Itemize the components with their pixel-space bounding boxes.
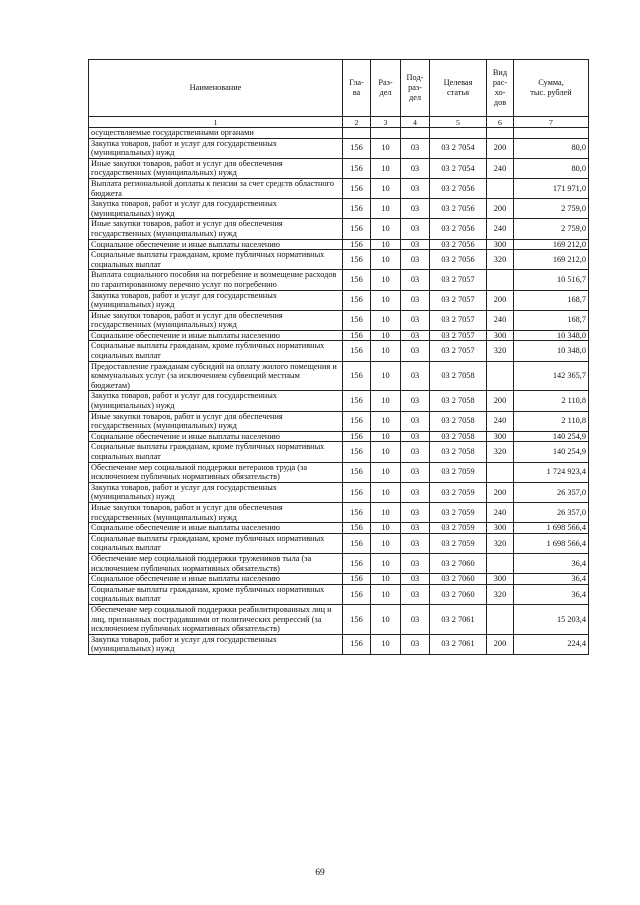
- row-subsection-cell: 03: [401, 391, 430, 411]
- column-number: 4: [401, 117, 430, 128]
- row-target-article-cell: 03 2 7060: [430, 574, 487, 585]
- row-name-cell: Социальное обеспечение и иные выплаты населению: [89, 574, 343, 585]
- row-name-cell: Социальные выплаты гражданам, кроме публичных нормативных социальных выплат: [89, 533, 343, 553]
- row-expense-type-cell: [487, 270, 514, 290]
- row-target-article-cell: 03 2 7060: [430, 584, 487, 604]
- table-row: [89, 502, 589, 522]
- row-section-cell: 10: [371, 431, 401, 442]
- row-name-cell: Социальные выплаты гражданам, кроме публичных нормативных социальных выплат: [89, 250, 343, 270]
- table-row: [89, 431, 589, 442]
- row-section-cell: 10: [371, 270, 401, 290]
- row-subsection-cell: 03: [401, 310, 430, 330]
- header-name: Наименование: [89, 60, 343, 117]
- row-name-cell: Иные закупки товаров, работ и услуг для обеспечения государственных (муниципальных) нужд: [89, 502, 343, 522]
- table-row: [89, 158, 589, 178]
- row-name-cell: осуществляемые государственными органами: [89, 128, 343, 139]
- table-row: [89, 523, 589, 534]
- row-target-article-cell: 03 2 7058: [430, 361, 487, 391]
- header-chapter: Гла- ва: [343, 60, 371, 117]
- row-target-article-cell: 03 2 7057: [430, 341, 487, 361]
- row-section-cell: 10: [371, 341, 401, 361]
- row-name-cell: Социальное обеспечение и иные выплаты населению: [89, 431, 343, 442]
- header-subsection: Под- раз- дел: [401, 60, 430, 117]
- table-row: [89, 270, 589, 290]
- row-section-cell: 10: [371, 502, 401, 522]
- row-chapter-cell: 156: [343, 553, 371, 573]
- table-row: [89, 239, 589, 250]
- row-expense-type-cell: 320: [487, 584, 514, 604]
- row-chapter-cell: 156: [343, 482, 371, 502]
- row-amount-cell: 142 365,7: [514, 361, 589, 391]
- row-target-article-cell: [430, 128, 487, 139]
- row-expense-type-cell: 320: [487, 341, 514, 361]
- row-amount-cell: 80,0: [514, 158, 589, 178]
- row-name-cell: Иные закупки товаров, работ и услуг для обеспечения государственных (муниципальных) нужд: [89, 310, 343, 330]
- row-subsection-cell: 03: [401, 431, 430, 442]
- row-target-article-cell: 03 2 7059: [430, 482, 487, 502]
- row-name-cell: Социальное обеспечение и иные выплаты населению: [89, 330, 343, 341]
- row-chapter-cell: 156: [343, 310, 371, 330]
- row-expense-type-cell: 200: [487, 634, 514, 654]
- column-number-row: [89, 117, 589, 128]
- row-expense-type-cell: 300: [487, 239, 514, 250]
- row-amount-cell: 168,7: [514, 290, 589, 310]
- row-subsection-cell: 03: [401, 199, 430, 219]
- row-chapter-cell: 156: [343, 604, 371, 634]
- row-chapter-cell: 156: [343, 584, 371, 604]
- row-subsection-cell: 03: [401, 270, 430, 290]
- row-target-article-cell: 03 2 7054: [430, 158, 487, 178]
- row-chapter-cell: 156: [343, 391, 371, 411]
- row-amount-cell: 10 348,0: [514, 341, 589, 361]
- row-chapter-cell: 156: [343, 634, 371, 654]
- row-name-cell: Социальное обеспечение и иные выплаты населению: [89, 523, 343, 534]
- row-chapter-cell: 156: [343, 219, 371, 239]
- row-target-article-cell: 03 2 7058: [430, 431, 487, 442]
- row-subsection-cell: 03: [401, 533, 430, 553]
- row-section-cell: 10: [371, 411, 401, 431]
- row-target-article-cell: 03 2 7056: [430, 199, 487, 219]
- header-section: Раз- дел: [371, 60, 401, 117]
- row-section-cell: 10: [371, 138, 401, 158]
- row-name-cell: Закупка товаров, работ и услуг для государственных (муниципальных) нужд: [89, 634, 343, 654]
- row-section-cell: 10: [371, 634, 401, 654]
- row-target-article-cell: 03 2 7059: [430, 502, 487, 522]
- table-row: [89, 584, 589, 604]
- row-name-cell: Иные закупки товаров, работ и услуг для обеспечения государственных (муниципальных) нужд: [89, 158, 343, 178]
- row-amount-cell: 168,7: [514, 310, 589, 330]
- table-row: [89, 482, 589, 502]
- row-expense-type-cell: [487, 128, 514, 139]
- row-section-cell: [371, 128, 401, 139]
- row-subsection-cell: 03: [401, 138, 430, 158]
- row-target-article-cell: 03 2 7059: [430, 462, 487, 482]
- row-section-cell: 10: [371, 482, 401, 502]
- row-amount-cell: 169 212,0: [514, 250, 589, 270]
- table-row: [89, 219, 589, 239]
- table-row: [89, 442, 589, 462]
- column-number: 6: [487, 117, 514, 128]
- row-expense-type-cell: [487, 604, 514, 634]
- row-target-article-cell: 03 2 7056: [430, 219, 487, 239]
- row-subsection-cell: 03: [401, 634, 430, 654]
- table-row: [89, 533, 589, 553]
- row-section-cell: 10: [371, 462, 401, 482]
- row-chapter-cell: 156: [343, 158, 371, 178]
- row-amount-cell: 26 357,0: [514, 502, 589, 522]
- table-row: [89, 178, 589, 198]
- row-target-article-cell: 03 2 7056: [430, 250, 487, 270]
- row-chapter-cell: 156: [343, 178, 371, 198]
- row-section-cell: 10: [371, 584, 401, 604]
- table-row: [89, 634, 589, 654]
- row-subsection-cell: 03: [401, 482, 430, 502]
- row-section-cell: 10: [371, 178, 401, 198]
- row-target-article-cell: 03 2 7056: [430, 178, 487, 198]
- row-subsection-cell: 03: [401, 361, 430, 391]
- row-subsection-cell: 03: [401, 158, 430, 178]
- row-amount-cell: 1 698 566,4: [514, 523, 589, 534]
- header-amount: Сумма, тыс. рублей: [514, 60, 589, 117]
- row-target-article-cell: 03 2 7058: [430, 391, 487, 411]
- row-section-cell: 10: [371, 604, 401, 634]
- row-amount-cell: [514, 128, 589, 139]
- row-subsection-cell: 03: [401, 502, 430, 522]
- row-chapter-cell: 156: [343, 411, 371, 431]
- row-expense-type-cell: 240: [487, 219, 514, 239]
- row-chapter-cell: 156: [343, 502, 371, 522]
- row-chapter-cell: 156: [343, 250, 371, 270]
- row-section-cell: 10: [371, 330, 401, 341]
- row-amount-cell: 2 110,8: [514, 411, 589, 431]
- row-chapter-cell: 156: [343, 361, 371, 391]
- row-amount-cell: 2 759,0: [514, 199, 589, 219]
- row-expense-type-cell: [487, 553, 514, 573]
- row-expense-type-cell: 320: [487, 250, 514, 270]
- row-expense-type-cell: 300: [487, 330, 514, 341]
- row-amount-cell: 36,4: [514, 553, 589, 573]
- row-amount-cell: 36,4: [514, 584, 589, 604]
- table-row: [89, 574, 589, 585]
- row-section-cell: 10: [371, 250, 401, 270]
- row-amount-cell: 224,4: [514, 634, 589, 654]
- column-number: 7: [514, 117, 589, 128]
- row-target-article-cell: 03 2 7059: [430, 523, 487, 534]
- row-section-cell: 10: [371, 523, 401, 534]
- row-expense-type-cell: 200: [487, 482, 514, 502]
- row-subsection-cell: 03: [401, 411, 430, 431]
- row-expense-type-cell: 320: [487, 533, 514, 553]
- row-target-article-cell: 03 2 7060: [430, 553, 487, 573]
- row-name-cell: Закупка товаров, работ и услуг для государственных (муниципальных) нужд: [89, 199, 343, 219]
- row-name-cell: Иные закупки товаров, работ и услуг для обеспечения государственных (муниципальных) нужд: [89, 411, 343, 431]
- row-section-cell: 10: [371, 361, 401, 391]
- row-name-cell: Социальное обеспечение и иные выплаты населению: [89, 239, 343, 250]
- table-row: [89, 250, 589, 270]
- row-section-cell: 10: [371, 553, 401, 573]
- row-amount-cell: 171 971,0: [514, 178, 589, 198]
- table-row: [89, 411, 589, 431]
- row-target-article-cell: 03 2 7057: [430, 310, 487, 330]
- row-expense-type-cell: 240: [487, 158, 514, 178]
- row-target-article-cell: 03 2 7057: [430, 330, 487, 341]
- row-expense-type-cell: 320: [487, 442, 514, 462]
- row-name-cell: Социальные выплаты гражданам, кроме публичных нормативных социальных выплат: [89, 442, 343, 462]
- row-expense-type-cell: 200: [487, 199, 514, 219]
- row-amount-cell: 10 348,0: [514, 330, 589, 341]
- row-name-cell: Предоставление гражданам субсидий на оплату жилого помещения и коммунальных услуг (за исключением субвенций местным бюджетам): [89, 361, 343, 391]
- row-amount-cell: 2 110,8: [514, 391, 589, 411]
- row-amount-cell: 1 698 566,4: [514, 533, 589, 553]
- row-expense-type-cell: 200: [487, 138, 514, 158]
- row-section-cell: 10: [371, 574, 401, 585]
- row-subsection-cell: 03: [401, 219, 430, 239]
- row-subsection-cell: [401, 128, 430, 139]
- row-section-cell: 10: [371, 442, 401, 462]
- row-chapter-cell: 156: [343, 239, 371, 250]
- row-subsection-cell: 03: [401, 178, 430, 198]
- row-target-article-cell: 03 2 7061: [430, 604, 487, 634]
- row-expense-type-cell: 240: [487, 411, 514, 431]
- row-name-cell: Иные закупки товаров, работ и услуг для обеспечения государственных (муниципальных) нужд: [89, 219, 343, 239]
- row-target-article-cell: 03 2 7061: [430, 634, 487, 654]
- row-amount-cell: 2 759,0: [514, 219, 589, 239]
- row-subsection-cell: 03: [401, 462, 430, 482]
- row-subsection-cell: 03: [401, 290, 430, 310]
- row-expense-type-cell: 300: [487, 523, 514, 534]
- row-expense-type-cell: 300: [487, 574, 514, 585]
- row-chapter-cell: [343, 128, 371, 139]
- page-number: 69: [315, 868, 325, 878]
- row-expense-type-cell: [487, 462, 514, 482]
- table-row: [89, 128, 589, 139]
- row-subsection-cell: 03: [401, 341, 430, 361]
- row-subsection-cell: 03: [401, 604, 430, 634]
- row-amount-cell: 140 254,9: [514, 442, 589, 462]
- row-subsection-cell: 03: [401, 574, 430, 585]
- row-target-article-cell: 03 2 7056: [430, 239, 487, 250]
- row-section-cell: 10: [371, 290, 401, 310]
- header-target-article: Целевая статья: [430, 60, 487, 117]
- row-target-article-cell: 03 2 7054: [430, 138, 487, 158]
- row-chapter-cell: 156: [343, 523, 371, 534]
- row-name-cell: Обеспечение мер социальной поддержки тружеников тыла (за исключением публичных нормативных обязательств): [89, 553, 343, 573]
- row-expense-type-cell: [487, 178, 514, 198]
- column-number: 3: [371, 117, 401, 128]
- row-section-cell: 10: [371, 310, 401, 330]
- row-chapter-cell: 156: [343, 431, 371, 442]
- budget-table: [88, 59, 589, 655]
- row-name-cell: Обеспечение мер социальной поддержки реабилитированных лиц и лиц, признанных пострадавшими от политических репрессий (за исключением публичных нормативных обязательств): [89, 604, 343, 634]
- header-row: [89, 60, 589, 117]
- row-subsection-cell: 03: [401, 523, 430, 534]
- row-name-cell: Обеспечение мер социальной поддержки ветеранов труда (за исключением публичных нормативных обязательств): [89, 462, 343, 482]
- table-row: [89, 310, 589, 330]
- table-row: [89, 330, 589, 341]
- table-row: [89, 604, 589, 634]
- column-number: 2: [343, 117, 371, 128]
- row-chapter-cell: 156: [343, 574, 371, 585]
- row-chapter-cell: 156: [343, 533, 371, 553]
- column-number: 1: [89, 117, 343, 128]
- table-row: [89, 391, 589, 411]
- row-subsection-cell: 03: [401, 553, 430, 573]
- row-section-cell: 10: [371, 219, 401, 239]
- row-amount-cell: 36,4: [514, 574, 589, 585]
- row-name-cell: Социальные выплаты гражданам, кроме публичных нормативных социальных выплат: [89, 584, 343, 604]
- table-row: [89, 290, 589, 310]
- table-row: [89, 361, 589, 391]
- table-row: [89, 462, 589, 482]
- row-target-article-cell: 03 2 7059: [430, 533, 487, 553]
- table-body: [89, 128, 589, 655]
- row-chapter-cell: 156: [343, 290, 371, 310]
- table-row: [89, 341, 589, 361]
- row-amount-cell: 1 724 923,4: [514, 462, 589, 482]
- row-amount-cell: 15 203,4: [514, 604, 589, 634]
- row-amount-cell: 169 212,0: [514, 239, 589, 250]
- row-chapter-cell: 156: [343, 442, 371, 462]
- row-section-cell: 10: [371, 239, 401, 250]
- row-expense-type-cell: 200: [487, 290, 514, 310]
- row-expense-type-cell: 240: [487, 310, 514, 330]
- row-section-cell: 10: [371, 391, 401, 411]
- row-chapter-cell: 156: [343, 270, 371, 290]
- row-expense-type-cell: 240: [487, 502, 514, 522]
- row-section-cell: 10: [371, 158, 401, 178]
- row-name-cell: Закупка товаров, работ и услуг для государственных (муниципальных) нужд: [89, 138, 343, 158]
- row-expense-type-cell: 300: [487, 431, 514, 442]
- column-number: 5: [430, 117, 487, 128]
- table-row: [89, 553, 589, 573]
- row-section-cell: 10: [371, 533, 401, 553]
- table-row: [89, 138, 589, 158]
- row-expense-type-cell: 200: [487, 391, 514, 411]
- header-expense-type: Вид рас- хо- дов: [487, 60, 514, 117]
- row-name-cell: Выплата региональной доплаты к пенсии за счет средств областного бюджета: [89, 178, 343, 198]
- row-subsection-cell: 03: [401, 239, 430, 250]
- row-section-cell: 10: [371, 199, 401, 219]
- row-amount-cell: 80,0: [514, 138, 589, 158]
- row-amount-cell: 140 254,9: [514, 431, 589, 442]
- row-chapter-cell: 156: [343, 462, 371, 482]
- row-target-article-cell: 03 2 7058: [430, 411, 487, 431]
- row-amount-cell: 26 357,0: [514, 482, 589, 502]
- row-name-cell: Закупка товаров, работ и услуг для государственных (муниципальных) нужд: [89, 290, 343, 310]
- row-subsection-cell: 03: [401, 330, 430, 341]
- row-chapter-cell: 156: [343, 330, 371, 341]
- table-row: [89, 199, 589, 219]
- row-name-cell: Социальные выплаты гражданам, кроме публичных нормативных социальных выплат: [89, 341, 343, 361]
- row-name-cell: Закупка товаров, работ и услуг для государственных (муниципальных) нужд: [89, 391, 343, 411]
- row-expense-type-cell: [487, 361, 514, 391]
- row-chapter-cell: 156: [343, 341, 371, 361]
- row-name-cell: Закупка товаров, работ и услуг для государственных (муниципальных) нужд: [89, 482, 343, 502]
- row-chapter-cell: 156: [343, 138, 371, 158]
- row-name-cell: Выплата социального пособия на погребение и возмещение расходов по гарантированному перечню услуг по погребению: [89, 270, 343, 290]
- row-subsection-cell: 03: [401, 584, 430, 604]
- row-amount-cell: 10 516,7: [514, 270, 589, 290]
- row-target-article-cell: 03 2 7057: [430, 270, 487, 290]
- row-subsection-cell: 03: [401, 250, 430, 270]
- row-target-article-cell: 03 2 7058: [430, 442, 487, 462]
- row-subsection-cell: 03: [401, 442, 430, 462]
- row-target-article-cell: 03 2 7057: [430, 290, 487, 310]
- row-chapter-cell: 156: [343, 199, 371, 219]
